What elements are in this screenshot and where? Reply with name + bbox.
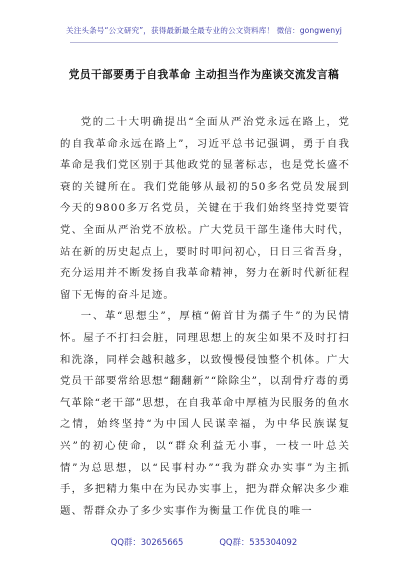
document-title: 党员干部要勇于自我革命 主动担当作为座谈交流发言稿 <box>68 69 340 81</box>
footer-qq-group-2: QQ群：535304092 <box>219 537 298 547</box>
document-body <box>60 112 350 522</box>
footer-contacts <box>0 536 408 548</box>
header-banner: 关注头条号“公文研究”，获得最新最全最专业的公文资料库！ 微信：gongwenyj <box>66 26 342 35</box>
footer-qq-group-1: QQ群：30265665 <box>110 537 184 547</box>
paragraph: 党的二十大明确提出“全面从严治党永远在路上，党的自我革命永远在路上”，习近平总书记强调，勇于自我革命是我们党区别于其他政党的显著标志，也是党长盛不衰的关键所在。我们党能够从最初的50多名党员发展到今天的9800多万名党员，关键在于我们始终坚持党要管党、全面从严治党不放松。广大党员干部生逢伟大时代，站在新的历史起点上，要时时叩问初心，日日三省吾身，充分运用并不断发扬自我革命精神，努力在新时代新征程留下无悔的奋斗足迹。 <box>60 116 350 301</box>
header-divider <box>70 42 338 43</box>
paragraph: 一、革“思想尘”，厚植“俯首甘为孺子牛”的为民情怀。屋子不打扫会脏，同理思想上的灰尘如果不及时打扫和洗涤，同样会越积越多，以致慢慢侵蚀整个机体。广大党员干部要常给思想“翻翻新”“除除尘”，以刮骨疗毒的勇气革除“老干部”思想，在自我革命中厚植为民服务的鱼水之情，始终坚持“为中国人民谋幸福，为中华民族谋复兴”的初心使命，以“群众利益无小事，一枝一叶总关情”为总思想，以“民事村办”“我为群众办实事”为主抓手，多把精力集中在为民办实事上，把为群众解决多少难题、帮群众办了多少实事作为衡量工作优良的唯一 <box>60 310 350 517</box>
